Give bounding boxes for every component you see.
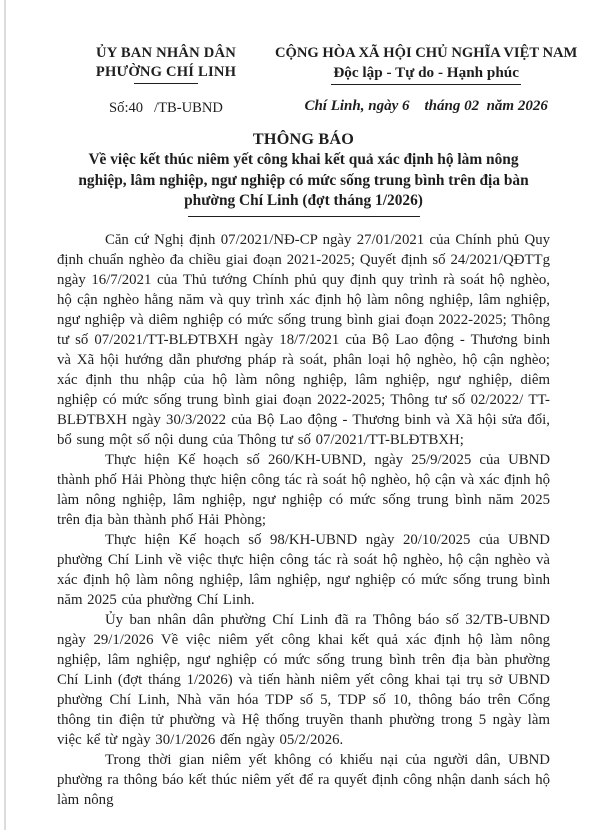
document-subtitle: Về việc kết thúc niêm yết công khai kết quả xác định hộ làm nông nghiệp, lâm nghiệp, ngư nghiệp có mức sống trung bình trên địa bàn phường Chí Linh (đợt tháng 1/2026) — [78, 151, 529, 209]
national-name-line: CỘNG HÒA XÃ HỘI CHỦ NGHĨA VIỆT NAM — [275, 45, 578, 61]
place-and-date: Chí Linh, ngày 6 tháng 02 năm 2026 — [304, 98, 548, 114]
document-header — [57, 44, 578, 117]
national-motto-block — [275, 44, 577, 115]
body-paragraph-legal-basis: Căn cứ Nghị định 07/2021/NĐ-CP ngày 27/01/2021 của Chính phủ Quy định chuẩn nghèo đa chiều giai đoạn 2021-2025; Quyết định số 24/2021/QĐTTg ngày 16/7/2021 của Thủ tướng Chính phủ quy định quy trình rà soát hộ nghèo, hộ cận nghèo hằng năm và quy trình xác định hộ làm nông nghiệp, lâm nghiệp, ngư nghiệp và diêm nghiệp có mức sống trung bình giai đoạn 2022-2025; Thông tư số 07/2021/TT-BLĐTBXH ngày 18/7/2021 của Bộ Lao động - Thương binh và Xã hội hướng dẫn phương pháp rà soát, phân loại hộ nghèo, hộ cận nghèo; xác định thu nhập của hộ làm nông nghiệp, lâm nghiệp, ngư nghiệp, diêm nghiệp có mức sống trung bình giai đoạn 2022-2025; Thông tư số 02/2022/ TT-BLĐTBXH ngày 30/3/2022 của Bộ Lao động - Thương binh và Xã hội sửa đổi, bổ sung một số nội dung của Thông tư số 07/2021/TT-BLĐTBXH; — [57, 231, 550, 448]
body-paragraph-city-plan: Thực hiện Kế hoạch số 260/KH-UBND, ngày 25/9/2025 của UBND thành phố Hải Phòng thực hiện công tác rà soát hộ nghèo, hộ cận và xác định hộ làm nông nghiệp, lâm nghiệp, ngư nghiệp có mức sống trung bình năm 2025 trên địa bàn thành phố Hải Phòng; — [57, 451, 550, 528]
document-body — [57, 230, 550, 810]
issuing-org-block — [57, 44, 275, 117]
issuing-org-line1: ỦY BAN NHÂN DÂN — [96, 45, 236, 61]
org-underline-rule — [134, 83, 198, 84]
document-number: Số:40 /TB-UBND — [109, 100, 223, 116]
document-title: THÔNG BÁO — [252, 130, 355, 148]
issuing-org-line2: PHƯỜNG CHÍ LINH — [95, 64, 237, 80]
title-block — [57, 129, 550, 217]
body-paragraph-ward-plan: Thực hiện Kế hoạch số 98/KH-UBND ngày 20/10/2025 của UBND phường Chí Linh về việc thực hiện công tác rà soát hộ nghèo, hộ cận nghèo và xác định hộ làm nông nghiệp, lâm nghiệp, ngư nghiệp có mức sống trung bình năm 2025 của phường Chí Linh. — [57, 531, 550, 608]
body-paragraph-posting-notice: Ủy ban nhân dân phường Chí Linh đã ra Thông báo số 32/TB-UBND ngày 29/1/2026 Về việc niêm yết công khai kết quả xác định hộ làm nông nghiệp, lâm nghiệp, ngư nghiệp có mức sống trung bình trên địa bàn phường Chí Linh (đợt tháng 1/2026) và tiến hành niêm yết công khai tại trụ sở UBND phường Chí Linh, Nhà văn hóa TDP số 5, TDP số 10, thông báo trên Cổng thông tin điện tử phường và Hệ thống truyền thanh phường trong 5 ngày làm việc kể từ ngày 30/1/2026 đến ngày 05/2/2026. — [57, 611, 550, 748]
national-motto-line: Độc lập - Tự do - Hạnh phúc — [331, 63, 521, 85]
body-paragraph-conclusion: Trong thời gian niêm yết không có khiếu nại của người dân, UBND phường ra thông báo kết thúc niêm yết để ra quyết định công nhận danh sách hộ làm nông — [57, 751, 550, 808]
title-underline-rule — [188, 216, 420, 217]
